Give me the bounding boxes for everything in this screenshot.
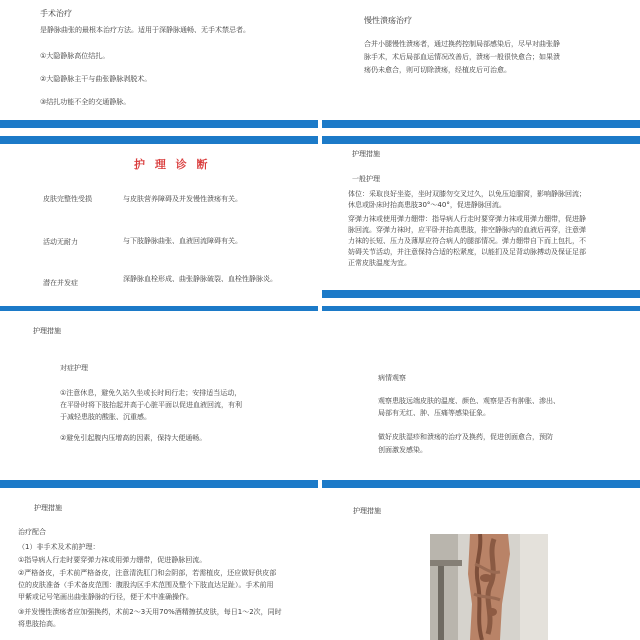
section-subtitle: 对症护理 — [60, 364, 88, 372]
slide-title: 病情观察 — [378, 374, 406, 382]
slide-chronic-ulcer — [322, 0, 640, 128]
slide-surgical-treatment — [0, 0, 318, 128]
text-line: 疡仍未愈合，则可切除溃疡，经植皮后可治愈。 — [364, 66, 511, 74]
accent-bar — [322, 120, 640, 128]
text-line: 局部有无红、肿、压痛等感染征象。 — [378, 409, 490, 417]
text-line: 脉手术，术后局部血运情况改善后，溃疡一般很快愈合；如果溃 — [364, 53, 560, 61]
text-line: 位的皮肤准备（手术备皮范围：腹股沟区手术范围及整个下肢直达足趾）。手术前用 — [18, 581, 274, 589]
text-line: 在平卧时将下肢抬起并高于心脏平面以促进血液回流，有利 — [60, 401, 242, 409]
slide-general-care — [322, 136, 640, 298]
accent-bar — [322, 290, 640, 298]
slide-title: 护理措施 — [34, 504, 62, 512]
accent-bar — [0, 120, 318, 128]
text-line: ②严格备皮，手术前严格备皮，注意清洗肛门和会阴部，若需植皮，还应做好供皮部 — [18, 569, 277, 577]
diagnosis-label: 潜在并发症 — [43, 279, 78, 287]
text-line: 体位：采取良好坐姿，坐时双膝勿交叉过久，以免压迫腘窝，影响静脉回流； — [348, 190, 586, 198]
accent-bar — [0, 306, 318, 311]
text-line: ①注意休息，避免久站久坐或长时间行走；安排适当运动， — [60, 389, 242, 397]
slide-symptomatic-care — [0, 306, 318, 488]
slide-title: 护理措施 — [352, 150, 380, 158]
text-line: 合并小腿慢性溃疡者，通过换药控制局部感染后，尽早对曲张静 — [364, 40, 560, 48]
text-line: ①指导病人行走时要穿弹力袜或用弹力绷带，促进静脉回流。 — [18, 556, 207, 564]
text-line: 妨碍关节活动，并注意保持合适的松紧度，以能扪及足背动脉搏动及保证足部 — [348, 248, 586, 256]
text-line: 甲紫或记号笔画出曲张静脉的行径，便于术中准确操作。 — [18, 593, 193, 601]
section-subtitle: 治疗配合 — [18, 528, 46, 536]
accent-bar — [0, 480, 318, 488]
slide-title: 慢性溃疡治疗 — [364, 16, 412, 25]
slide-treatment-cooperation — [0, 496, 318, 640]
diagnosis-text: 与皮肤营养障碍及并发慢性溃疡有关。 — [123, 195, 242, 203]
diagnosis-label: 活动无耐力 — [43, 238, 78, 246]
text-line: （1）非手术及术前护理： — [18, 543, 100, 551]
text-line: ②大隐静脉主干与曲张静脉剥脱术。 — [40, 75, 152, 83]
text-line: 于减轻患肢的酸胀、沉重感。 — [60, 413, 151, 421]
text-line: ③并发慢性溃疡者应加强换药，术前2～3天用70%酒精擦拭皮肤，每日1～2次，同时 — [18, 608, 282, 616]
accent-bar — [322, 306, 640, 311]
text-line: 是静脉曲张的最根本治疗方法。适用于深静脉通畅、无手术禁忌者。 — [40, 26, 250, 34]
text-line: 创面激发感染。 — [378, 446, 427, 454]
slide-title: 护理措施 — [353, 507, 381, 515]
slide-condition-observation — [322, 306, 640, 488]
text-line: 观察患肢远端皮肤的温度、颜色、观察是否有肿胀、渗出、 — [378, 397, 560, 405]
text-line: 穿弹力袜或使用弹力绷带：指导病人行走时要穿弹力袜或用弹力绷带，促进静 — [348, 215, 586, 223]
text-line: 脉回流。穿弹力袜时，应平卧并抬高患肢，排空静脉内的血液后再穿，注意弹 — [348, 226, 586, 234]
text-line: ②避免引起腹内压增高的因素，保持大便通畅。 — [60, 434, 207, 442]
slide-nursing-diagnosis — [0, 136, 318, 298]
slide-title: 手术治疗 — [40, 9, 72, 18]
accent-bar — [322, 136, 640, 144]
text-line: 将患肢抬高。 — [18, 620, 60, 628]
section-subtitle: 一般护理 — [352, 175, 380, 183]
accent-bar — [322, 480, 640, 488]
text-line: 休息或卧床时抬高患肢30°～40°，促进静脉回流。 — [348, 201, 506, 209]
text-line: 做好皮肤湿疹和溃疡的治疗及换药，促进创面愈合，预防 — [378, 433, 553, 441]
slide-photo — [322, 496, 640, 640]
slide-title: 护理措施 — [33, 327, 61, 335]
text-line: 正常皮肤温度为宜。 — [348, 259, 411, 267]
accent-bar — [0, 136, 318, 144]
leg-illustration-icon — [430, 534, 548, 640]
text-line: ①大隐静脉高位结扎。 — [40, 52, 110, 60]
diagnosis-text: 与下肢静脉曲张、血液回流障碍有关。 — [123, 237, 242, 245]
diagnosis-label: 皮肤完整性受损 — [43, 195, 92, 203]
text-line: ③结扎功能不全的交通静脉。 — [40, 98, 131, 106]
varicose-leg-photo — [430, 534, 548, 640]
text-line: 力袜的长短、压力及薄厚应符合病人的腿部情况。弹力绷带自下而上包扎，不 — [348, 237, 586, 245]
diagnosis-text: 深静脉血栓形成、曲张静脉破裂、血栓性静脉炎。 — [123, 275, 277, 283]
slide-title: 护 理 诊 断 — [134, 158, 211, 171]
